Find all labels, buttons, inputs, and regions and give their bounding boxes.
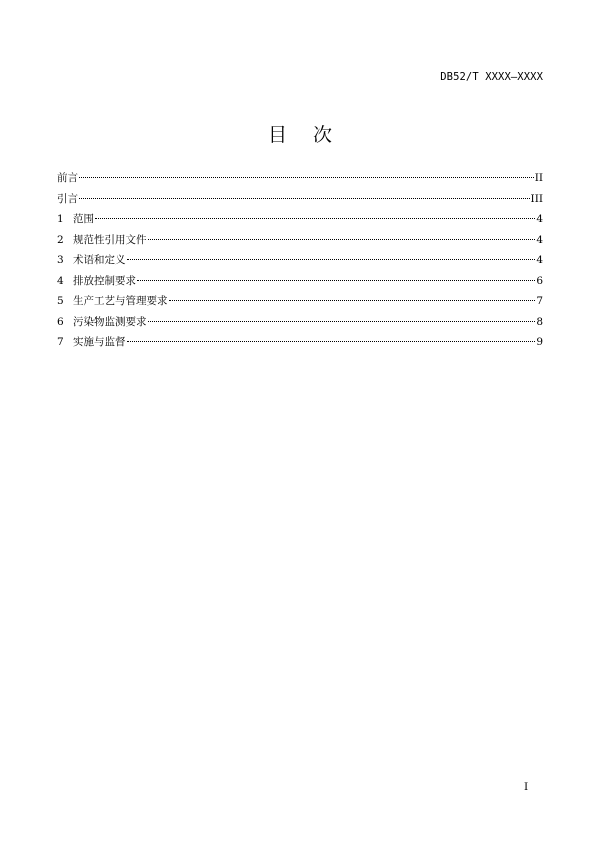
- toc-entry-5[interactable]: [57, 291, 543, 312]
- document-code: DB52/T XXXX—XXXX: [440, 71, 543, 83]
- table-of-contents: [57, 168, 543, 353]
- toc-page-number: 4: [536, 233, 543, 246]
- toc-entry-1[interactable]: [57, 209, 543, 230]
- toc-entry-2[interactable]: [57, 230, 543, 251]
- page-title: 目次: [267, 124, 358, 146]
- toc-entry-4[interactable]: [57, 271, 543, 292]
- toc-entry-introduction[interactable]: [57, 189, 543, 210]
- toc-section-number: 7: [57, 336, 64, 348]
- toc-section-number: 5: [57, 295, 64, 307]
- toc-section-number: 4: [57, 274, 64, 287]
- toc-page-number: 4: [536, 213, 543, 225]
- dot-leader: [127, 259, 536, 260]
- toc-label: 前言: [57, 172, 78, 184]
- toc-label: 排放控制要求: [73, 274, 136, 287]
- dot-leader: [79, 198, 530, 199]
- toc-section-number: 1: [57, 213, 64, 225]
- toc-entry-7[interactable]: [57, 332, 543, 353]
- dot-leader: [79, 177, 534, 178]
- dot-leader: [127, 341, 536, 342]
- toc-label: 污染物监测要求: [73, 315, 147, 328]
- toc-section-number: 2: [57, 233, 64, 246]
- toc-section-number: 6: [57, 315, 64, 328]
- toc-page-number: III: [530, 192, 543, 205]
- toc-label: 引言: [57, 192, 78, 205]
- toc-page-number: 6: [536, 274, 543, 287]
- dot-leader: [169, 300, 536, 301]
- dot-leader: [137, 280, 535, 281]
- toc-page-number: 4: [536, 254, 543, 266]
- toc-label: 生产工艺与管理要求: [73, 295, 168, 307]
- toc-label: 规范性引用文件: [73, 233, 147, 246]
- toc-label: 实施与监督: [73, 336, 126, 348]
- toc-entry-foreword[interactable]: [57, 168, 543, 189]
- toc-section-number: 3: [57, 254, 64, 266]
- toc-page-number: 9: [536, 336, 543, 348]
- toc-entry-3[interactable]: [57, 250, 543, 271]
- toc-entry-6[interactable]: [57, 312, 543, 333]
- dot-leader: [95, 218, 535, 219]
- page-number: I: [524, 781, 529, 793]
- toc-label: 范围: [73, 213, 94, 225]
- dot-leader: [148, 239, 536, 240]
- toc-page-number: II: [534, 172, 543, 184]
- toc-page-number: 7: [536, 295, 543, 307]
- toc-label: 术语和定义: [73, 254, 126, 266]
- dot-leader: [148, 321, 536, 322]
- toc-page-number: 8: [536, 315, 543, 328]
